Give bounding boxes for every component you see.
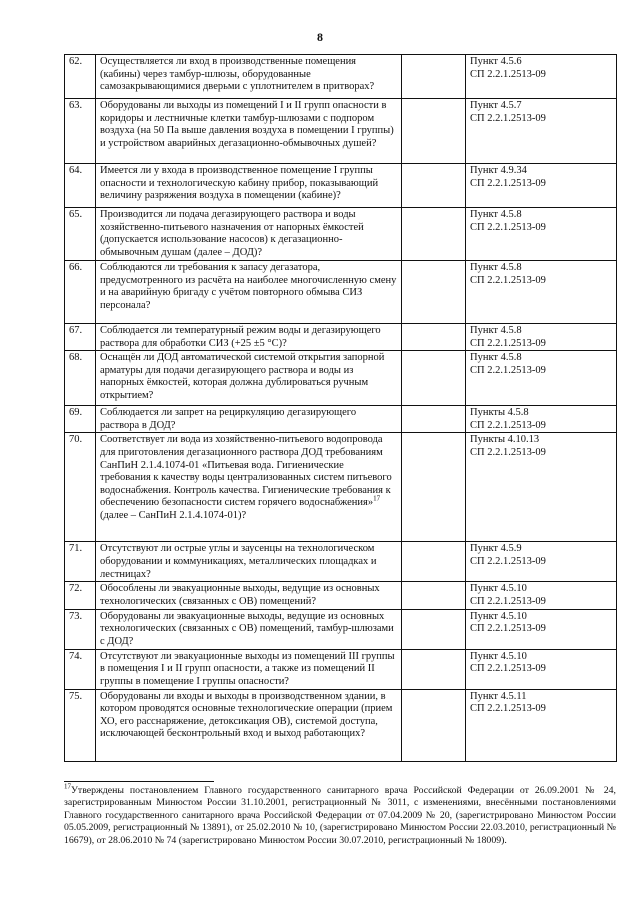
question-text: Оборудованы ли входы и выходы в производственном здании, в котором проводятся основные технологические операции (прием ХО, его расснаряжение, детоксикация ОВ), системой доступа, исключающей бесконтрольный вход и выход работающих? bbox=[100, 690, 393, 740]
row-question bbox=[96, 406, 402, 433]
reference-clause: Пункты 4.10.13 bbox=[470, 434, 540, 446]
row-number: 71. bbox=[65, 542, 96, 582]
row-reference bbox=[466, 649, 617, 689]
row-reference bbox=[466, 542, 617, 582]
row-reference bbox=[466, 351, 617, 406]
question-text: Соблюдается ли запрет на рециркуляцию дегазирующего раствора в ДОД? bbox=[100, 407, 357, 431]
answer-cell[interactable] bbox=[402, 689, 466, 761]
reference-document: СП 2.2.1.2513-09 bbox=[470, 663, 546, 675]
row-number: 68. bbox=[65, 351, 96, 406]
table-row bbox=[65, 649, 617, 689]
question-text: Оборудованы ли выходы из помещений I и II групп опасности в коридоры и лестничные клетки тамбур-шлюзами с подпором воздуха (на 50 Па выше давления воздуха в помещении I группы) и устройством аварийных дегазационно-обмывочных душей? bbox=[100, 100, 394, 149]
table-row bbox=[65, 433, 617, 542]
row-question bbox=[96, 324, 402, 351]
table-row bbox=[65, 324, 617, 351]
table-row bbox=[65, 55, 617, 99]
answer-cell[interactable] bbox=[402, 55, 466, 99]
question-text: Обособлены ли эвакуационные выходы, ведущие из основных технологических (связанных с ОВ) помещений? bbox=[100, 583, 380, 607]
reference-clause: Пункт 4.5.6 bbox=[470, 56, 522, 67]
row-question bbox=[96, 649, 402, 689]
row-reference bbox=[466, 582, 617, 609]
row-question bbox=[96, 164, 402, 208]
row-question bbox=[96, 208, 402, 261]
row-question bbox=[96, 582, 402, 609]
row-reference bbox=[466, 55, 617, 99]
table-row bbox=[65, 406, 617, 433]
row-number: 69. bbox=[65, 406, 96, 433]
answer-cell[interactable] bbox=[402, 542, 466, 582]
reference-document: СП 2.2.1.2513-09 bbox=[470, 112, 546, 124]
row-question bbox=[96, 542, 402, 582]
row-number: 72. bbox=[65, 582, 96, 609]
reference-clause: Пункт 4.5.7 bbox=[470, 100, 522, 111]
row-number: 63. bbox=[65, 99, 96, 164]
reference-document: СП 2.2.1.2513-09 bbox=[470, 177, 546, 189]
row-question bbox=[96, 99, 402, 164]
row-reference bbox=[466, 689, 617, 761]
reference-document: СП 2.2.1.2513-09 bbox=[470, 337, 546, 349]
table-row bbox=[65, 582, 617, 609]
footnote bbox=[64, 782, 616, 847]
footnote-separator bbox=[64, 781, 214, 782]
row-reference bbox=[466, 99, 617, 164]
footnote-marker: 17 bbox=[64, 782, 71, 791]
row-number: 70. bbox=[65, 433, 96, 542]
answer-cell[interactable] bbox=[402, 433, 466, 542]
table-row bbox=[65, 542, 617, 582]
row-reference bbox=[466, 261, 617, 324]
reference-clause: Пункт 4.5.8 bbox=[470, 325, 522, 336]
row-number: 73. bbox=[65, 609, 96, 649]
row-question bbox=[96, 55, 402, 99]
reference-document: СП 2.2.1.2513-09 bbox=[470, 68, 546, 80]
page-number: 8 bbox=[317, 30, 323, 44]
row-reference bbox=[466, 324, 617, 351]
row-number: 64. bbox=[65, 164, 96, 208]
row-number: 62. bbox=[65, 55, 96, 99]
question-text: Оборудованы ли эвакуационные выходы, ведущие из основных технологических (связанных с ОВ) помещений, тамбур-шлюзами с ДОД? bbox=[100, 610, 394, 647]
table-row bbox=[65, 261, 617, 324]
answer-cell[interactable] bbox=[402, 649, 466, 689]
reference-document: СП 2.2.1.2513-09 bbox=[470, 221, 546, 233]
row-reference bbox=[466, 609, 617, 649]
answer-cell[interactable] bbox=[402, 208, 466, 261]
row-reference bbox=[466, 164, 617, 208]
row-question bbox=[96, 433, 402, 542]
reference-document: СП 2.2.1.2513-09 bbox=[470, 419, 546, 431]
question-text-tail: (далее – СанПиН 2.1.4.1074-01)? bbox=[100, 509, 247, 521]
question-text: Соответствует ли вода из хозяйственно-питьевого водопровода для приготовления дегазационного раствора ДОД требованиям СанПиН 2.1.4.1074-01 «Питьевая вода. Гигиенические требования к качеству воды централизованных систем питьевого водоснабжения. Контроль качества. Гигиенические требования к обеспечению безопасности систем горячего водоснабжения» bbox=[100, 434, 392, 509]
answer-cell[interactable] bbox=[402, 351, 466, 406]
question-text: Соблюдаются ли требования к запасу дегазатора, предусмотренного из расчёта на наиболее многочисленную смену и на аварийную бригаду с учётом повторного обмыва СИЗ персонала? bbox=[100, 262, 397, 311]
footnote-reference: 17 bbox=[373, 494, 381, 503]
question-text: Имеется ли у входа в производственное помещение I группы опасности и технологическую кабину прибор, показывающий величину разряжения воздуха в помещении (кабине)? bbox=[100, 165, 379, 202]
question-text: Осуществляется ли вход в производственные помещения (кабины) через тамбур-шлюзы, оборудованные самозакрывающимися дверьми с уплотнителем в притворах? bbox=[100, 56, 375, 93]
reference-clause: Пункт 4.9.34 bbox=[470, 165, 527, 176]
footnote-text: Утверждены постановлением Главного государственного санитарного врача Российской Федерации от 26.09.2001 № 24, зарегистрированным Минюстом России 31.10.2001, регистрационный № 3011, с изменениями, внесёнными постановлениями Главного государственного санитарного врача Российской Федерации от 07.04.2009 № 20, (зарегистрировано Минюстом России 05.05.2009, регистрационный № 13891), от 25.02.2010 № 10, (зарегистрировано Минюстом России 22.03.2010, регистрационный № 16679), от 28.06.2010 № 74 (зарегистрировано Минюстом России 30.07.2010, регистрационный № 18009). bbox=[64, 785, 616, 846]
row-question bbox=[96, 351, 402, 406]
row-reference bbox=[466, 433, 617, 542]
reference-clause: Пункт 4.5.11 bbox=[470, 690, 527, 702]
reference-clause: Пункт 4.5.8 bbox=[470, 262, 522, 273]
answer-cell[interactable] bbox=[402, 324, 466, 351]
reference-document: СП 2.2.1.2513-09 bbox=[470, 274, 546, 286]
answer-cell[interactable] bbox=[402, 609, 466, 649]
row-number: 65. bbox=[65, 208, 96, 261]
row-question bbox=[96, 261, 402, 324]
reference-document: СП 2.2.1.2513-09 bbox=[470, 703, 546, 715]
reference-document: СП 2.2.1.2513-09 bbox=[470, 446, 546, 458]
table-row bbox=[65, 99, 617, 164]
reference-clause: Пункт 4.5.8 bbox=[470, 209, 522, 220]
row-number: 66. bbox=[65, 261, 96, 324]
reference-document: СП 2.2.1.2513-09 bbox=[470, 595, 546, 607]
question-text: Оснащён ли ДОД автоматической системой открытия запорной арматуры для подачи дегазирующего раствора и воды из напорных ёмкостей, которая должна дублироваться ручным открытием? bbox=[100, 352, 385, 401]
reference-document: СП 2.2.1.2513-09 bbox=[470, 623, 546, 635]
row-reference bbox=[466, 208, 617, 261]
table-row bbox=[65, 689, 617, 761]
answer-cell[interactable] bbox=[402, 261, 466, 324]
table-row bbox=[65, 351, 617, 406]
table-row bbox=[65, 609, 617, 649]
reference-document: СП 2.2.1.2513-09 bbox=[470, 555, 546, 567]
row-question bbox=[96, 609, 402, 649]
reference-document: СП 2.2.1.2513-09 bbox=[470, 364, 546, 376]
answer-cell[interactable] bbox=[402, 406, 466, 433]
answer-cell[interactable] bbox=[402, 99, 466, 164]
row-number: 67. bbox=[65, 324, 96, 351]
question-text: Производится ли подача дегазирующего раствора и воды хозяйственно-питьевого назначения от напорных ёмкостей (допускается использование насосов) к дегазационно-обмывочным душам (далее – ДОД)? bbox=[100, 209, 364, 258]
row-question bbox=[96, 689, 402, 761]
question-text: Соблюдается ли температурный режим воды и дегазирующего раствора для обработки СИЗ (+25 ±5 °С)? bbox=[100, 325, 381, 349]
row-number: 74. bbox=[65, 649, 96, 689]
reference-clause: Пункты 4.5.8 bbox=[470, 407, 529, 419]
checklist-table bbox=[64, 54, 617, 762]
reference-clause: Пункт 4.5.10 bbox=[470, 583, 527, 595]
row-number: 75. bbox=[65, 689, 96, 761]
answer-cell[interactable] bbox=[402, 582, 466, 609]
reference-clause: Пункт 4.5.10 bbox=[470, 610, 527, 622]
table-row bbox=[65, 164, 617, 208]
question-text: Отсутствуют ли эвакуационные выходы из помещений III группы в помещения I и II групп опасности, а также из помещений II группы в помещение I группы опасности? bbox=[100, 650, 395, 687]
reference-clause: Пункт 4.5.9 bbox=[470, 543, 522, 555]
reference-clause: Пункт 4.5.8 bbox=[470, 352, 522, 364]
row-reference bbox=[466, 406, 617, 433]
reference-clause: Пункт 4.5.10 bbox=[470, 650, 527, 662]
question-text: Отсутствуют ли острые углы и заусенцы на технологическом оборудовании и коммуникациях, металлических площадках и лестницах? bbox=[100, 543, 377, 580]
answer-cell[interactable] bbox=[402, 164, 466, 208]
table-row bbox=[65, 208, 617, 261]
